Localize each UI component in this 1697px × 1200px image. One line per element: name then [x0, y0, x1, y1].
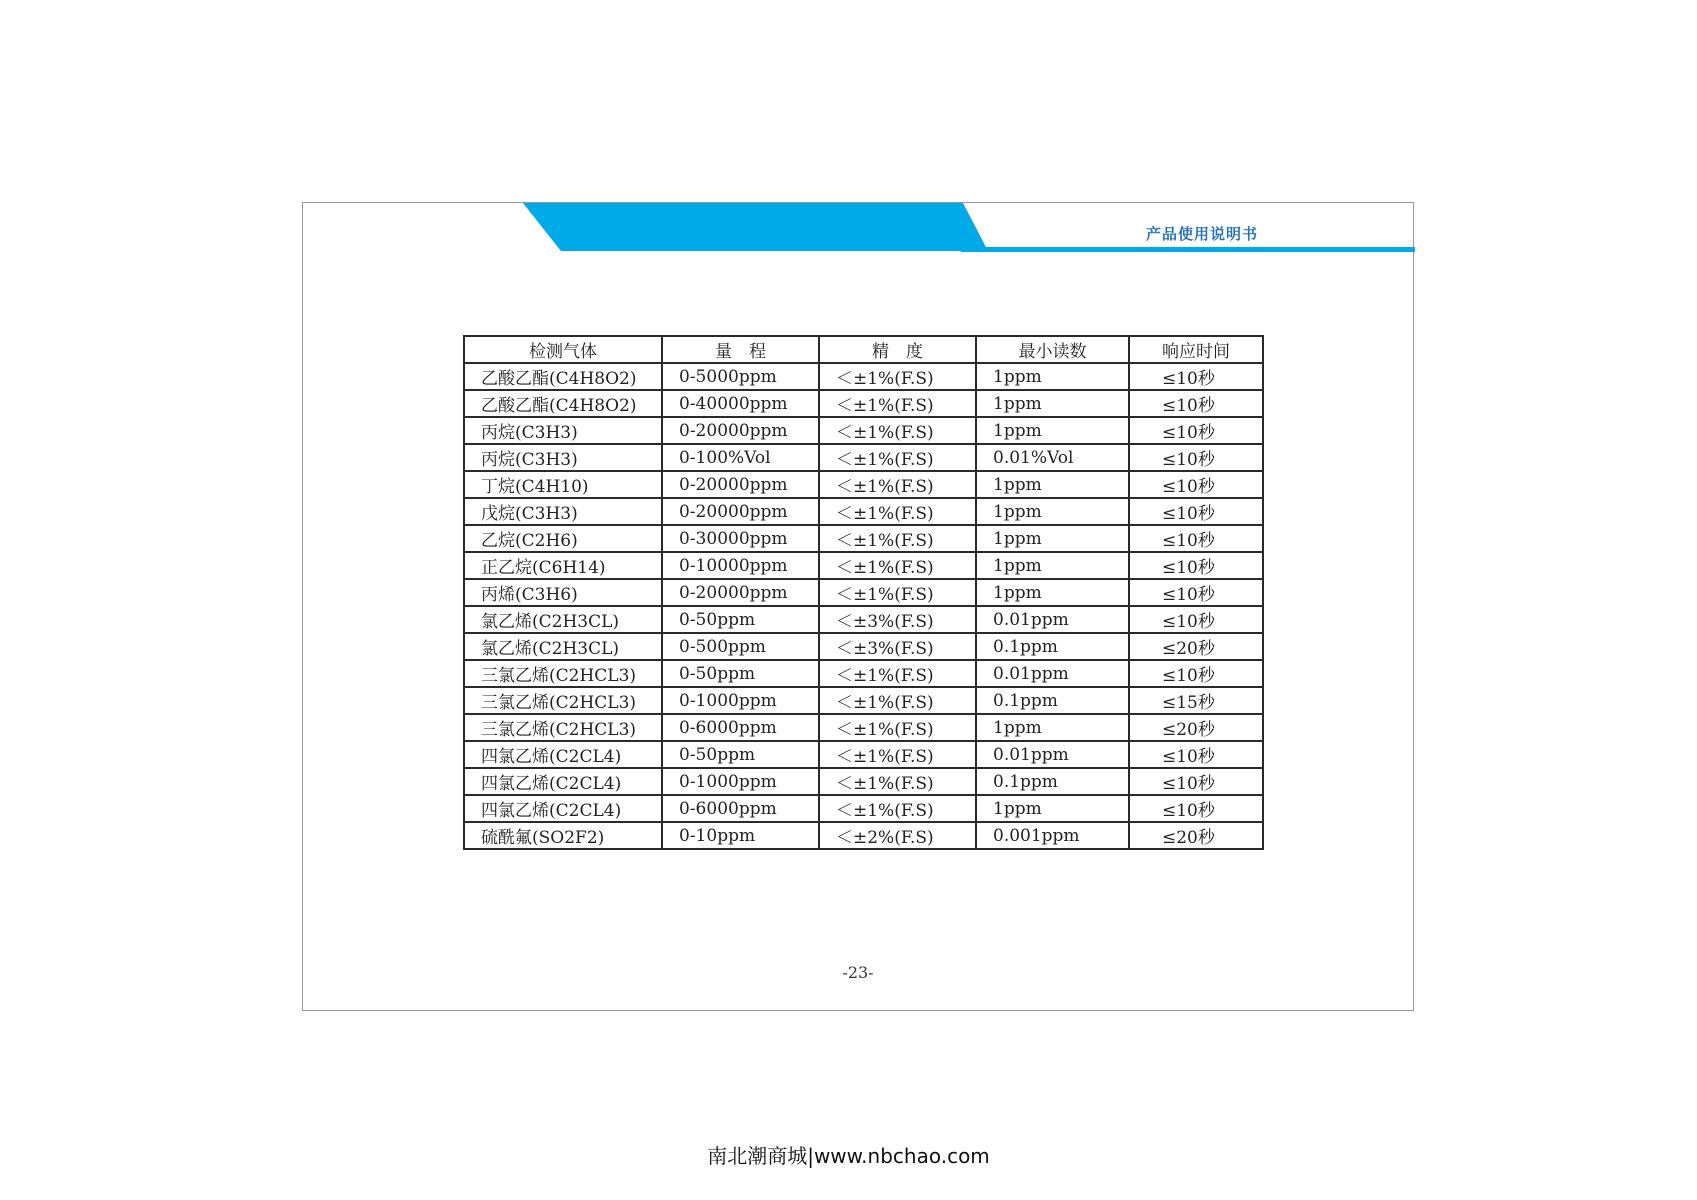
- table-row: [464, 363, 1263, 390]
- table-row: [464, 768, 1263, 795]
- cell-gas: 乙酸乙酯(C4H8O2): [464, 390, 662, 417]
- cell-gas: 硫酰氟(SO2F2): [464, 822, 662, 849]
- cell-response-time: ≤10秒: [1129, 768, 1263, 795]
- cell-response-time: ≤10秒: [1129, 417, 1263, 444]
- column-header-response-time: 响应时间: [1129, 336, 1263, 363]
- cell-range: 0-10000ppm: [662, 552, 819, 579]
- cell-accuracy: ＜±1%(F.S): [819, 741, 976, 768]
- cell-gas: 氯乙烯(C2H3CL): [464, 633, 662, 660]
- cell-response-time: ≤10秒: [1129, 498, 1263, 525]
- cell-accuracy: ＜±1%(F.S): [819, 363, 976, 390]
- cell-accuracy: ＜±1%(F.S): [819, 417, 976, 444]
- cell-range: 0-1000ppm: [662, 768, 819, 795]
- column-header-range: 量 程: [662, 336, 819, 363]
- cell-range: 0-10ppm: [662, 822, 819, 849]
- cell-gas: 三氯乙烯(C2HCL3): [464, 714, 662, 741]
- table-row: [464, 390, 1263, 417]
- table-header-row: [464, 336, 1263, 363]
- cell-range: 0-50ppm: [662, 741, 819, 768]
- cell-gas: 四氯乙烯(C2CL4): [464, 741, 662, 768]
- cell-min-reading: 1ppm: [976, 579, 1129, 606]
- cell-response-time: ≤20秒: [1129, 714, 1263, 741]
- column-header-min-reading: 最小读数: [976, 336, 1129, 363]
- table-row: [464, 552, 1263, 579]
- cell-gas: 正乙烷(C6H14): [464, 552, 662, 579]
- cell-accuracy: ＜±1%(F.S): [819, 579, 976, 606]
- cell-gas: 丙烷(C3H3): [464, 417, 662, 444]
- cell-min-reading: 1ppm: [976, 471, 1129, 498]
- cell-min-reading: 0.01ppm: [976, 741, 1129, 768]
- cell-response-time: ≤20秒: [1129, 822, 1263, 849]
- header-title: 产品使用说明书: [1145, 225, 1258, 243]
- cell-range: 0-1000ppm: [662, 687, 819, 714]
- cell-accuracy: ＜±1%(F.S): [819, 768, 976, 795]
- cell-gas: 四氯乙烯(C2CL4): [464, 768, 662, 795]
- cell-accuracy: ＜±3%(F.S): [819, 633, 976, 660]
- cell-gas: 丁烷(C4H10): [464, 471, 662, 498]
- table-row: [464, 633, 1263, 660]
- cell-min-reading: 1ppm: [976, 714, 1129, 741]
- cell-response-time: ≤10秒: [1129, 444, 1263, 471]
- cell-response-time: ≤10秒: [1129, 741, 1263, 768]
- table-row: [464, 606, 1263, 633]
- manual-page: [302, 202, 1414, 1011]
- cell-range: 0-500ppm: [662, 633, 819, 660]
- cell-range: 0-6000ppm: [662, 714, 819, 741]
- table-row: [464, 417, 1263, 444]
- cell-accuracy: ＜±1%(F.S): [819, 687, 976, 714]
- cell-range: 0-30000ppm: [662, 525, 819, 552]
- cell-min-reading: 0.1ppm: [976, 633, 1129, 660]
- cell-gas: 戊烷(C3H3): [464, 498, 662, 525]
- page-number: -23-: [842, 963, 874, 982]
- table-row: [464, 498, 1263, 525]
- cell-accuracy: ＜±1%(F.S): [819, 795, 976, 822]
- cell-gas: 丙烷(C3H3): [464, 444, 662, 471]
- cell-min-reading: 0.01%Vol: [976, 444, 1129, 471]
- cell-accuracy: ＜±3%(F.S): [819, 606, 976, 633]
- cell-min-reading: 0.1ppm: [976, 768, 1129, 795]
- cell-min-reading: 1ppm: [976, 363, 1129, 390]
- cell-range: 0-50ppm: [662, 606, 819, 633]
- cell-response-time: ≤15秒: [1129, 687, 1263, 714]
- cell-min-reading: 1ppm: [976, 417, 1129, 444]
- cell-response-time: ≤10秒: [1129, 552, 1263, 579]
- cell-accuracy: ＜±1%(F.S): [819, 525, 976, 552]
- cell-gas: 乙酸乙酯(C4H8O2): [464, 363, 662, 390]
- cell-gas: 丙烯(C3H6): [464, 579, 662, 606]
- cell-range: 0-40000ppm: [662, 390, 819, 417]
- cell-min-reading: 0.1ppm: [976, 687, 1129, 714]
- cell-range: 0-20000ppm: [662, 498, 819, 525]
- cell-min-reading: 1ppm: [976, 498, 1129, 525]
- table-body: [464, 363, 1263, 849]
- cell-accuracy: ＜±2%(F.S): [819, 822, 976, 849]
- table-row: [464, 687, 1263, 714]
- cell-min-reading: 1ppm: [976, 552, 1129, 579]
- cell-accuracy: ＜±1%(F.S): [819, 471, 976, 498]
- cell-min-reading: 1ppm: [976, 525, 1129, 552]
- cell-response-time: ≤10秒: [1129, 363, 1263, 390]
- table-row: [464, 471, 1263, 498]
- table-row: [464, 660, 1263, 687]
- cell-range: 0-20000ppm: [662, 471, 819, 498]
- table-row: [464, 795, 1263, 822]
- column-header-accuracy: 精 度: [819, 336, 976, 363]
- table-row: [464, 579, 1263, 606]
- cell-min-reading: 0.001ppm: [976, 822, 1129, 849]
- cell-accuracy: ＜±1%(F.S): [819, 660, 976, 687]
- cell-response-time: ≤10秒: [1129, 606, 1263, 633]
- cell-min-reading: 1ppm: [976, 795, 1129, 822]
- cell-min-reading: 1ppm: [976, 390, 1129, 417]
- cell-response-time: ≤10秒: [1129, 390, 1263, 417]
- cell-range: 0-20000ppm: [662, 417, 819, 444]
- table-row: [464, 444, 1263, 471]
- cell-response-time: ≤10秒: [1129, 525, 1263, 552]
- cell-response-time: ≤10秒: [1129, 660, 1263, 687]
- cell-accuracy: ＜±1%(F.S): [819, 552, 976, 579]
- header-band-shape: [523, 203, 988, 251]
- cell-range: 0-6000ppm: [662, 795, 819, 822]
- cell-min-reading: 0.01ppm: [976, 660, 1129, 687]
- cell-response-time: ≤10秒: [1129, 579, 1263, 606]
- cell-accuracy: ＜±1%(F.S): [819, 390, 976, 417]
- cell-gas: 四氯乙烯(C2CL4): [464, 795, 662, 822]
- cell-gas: 三氯乙烯(C2HCL3): [464, 687, 662, 714]
- cell-accuracy: ＜±1%(F.S): [819, 444, 976, 471]
- footer-site-text: 南北潮商城|www.nbchao.com: [707, 1144, 990, 1168]
- cell-range: 0-50ppm: [662, 660, 819, 687]
- cell-response-time: ≤20秒: [1129, 633, 1263, 660]
- cell-accuracy: ＜±1%(F.S): [819, 498, 976, 525]
- cell-accuracy: ＜±1%(F.S): [819, 714, 976, 741]
- cell-response-time: ≤10秒: [1129, 795, 1263, 822]
- cell-gas: 乙烷(C2H6): [464, 525, 662, 552]
- cell-range: 0-20000ppm: [662, 579, 819, 606]
- cell-gas: 三氯乙烯(C2HCL3): [464, 660, 662, 687]
- cell-gas: 氯乙烯(C2H3CL): [464, 606, 662, 633]
- column-header-gas: 检测气体: [464, 336, 662, 363]
- cell-range: 0-5000ppm: [662, 363, 819, 390]
- cell-range: 0-100%Vol: [662, 444, 819, 471]
- header-band-line: [961, 247, 1415, 252]
- table-row: [464, 741, 1263, 768]
- table-row: [464, 714, 1263, 741]
- cell-min-reading: 0.01ppm: [976, 606, 1129, 633]
- table-row: [464, 822, 1263, 849]
- gas-spec-table: [463, 335, 1264, 850]
- table-row: [464, 525, 1263, 552]
- cell-response-time: ≤10秒: [1129, 471, 1263, 498]
